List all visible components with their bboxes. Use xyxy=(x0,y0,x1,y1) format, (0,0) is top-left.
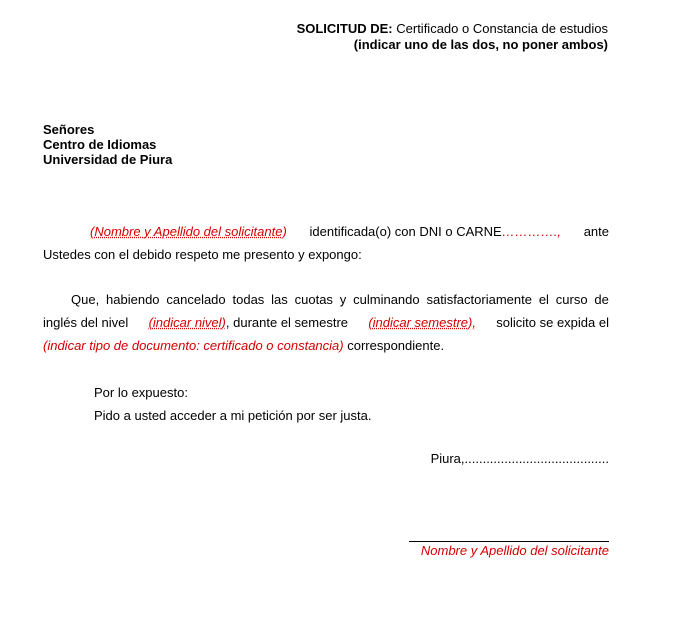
intro-paragraph xyxy=(43,220,609,266)
signature-name-placeholder: Nombre y Apellido del solicitante xyxy=(420,543,609,558)
request-type-label: SOLICITUD DE: xyxy=(296,21,393,36)
request-type-line xyxy=(297,21,608,37)
document-type-placeholder: (indicar tipo de documento: certificado o constancia) xyxy=(43,338,344,353)
signature-block xyxy=(409,541,609,558)
level-placeholder: (indicar nivel) xyxy=(148,315,226,330)
intro-ante: ante xyxy=(583,224,609,239)
request-note: (indicar uno de las dos, no poner ambos) xyxy=(353,37,608,52)
request-header xyxy=(297,21,608,53)
body-line2: inglés del nivel (indicar nivel), durante el semestre (indicar semestre), solicito se expida el xyxy=(43,311,609,334)
applicant-name-placeholder: (Nombre y Apellido del solicitante) xyxy=(90,224,287,239)
request-type-value: Certificado o Constancia de estudios xyxy=(392,21,608,36)
addressee-block xyxy=(43,122,172,167)
place-date-line: Piura,........................................ xyxy=(430,451,609,466)
addressee-line1: Señores xyxy=(43,122,95,137)
addressee-line3: Universidad de Piura xyxy=(43,152,173,167)
signature-line xyxy=(409,541,609,542)
semester-placeholder: (indicar semestre), xyxy=(368,315,476,330)
body-paragraph xyxy=(43,288,609,357)
id-dots: …………., xyxy=(501,224,561,239)
intro-line2: Ustedes con el debido respeto me presento y expongo: xyxy=(43,247,362,262)
closing-line1: Por lo expuesto: xyxy=(94,385,188,400)
body-line1: Que, habiendo cancelado todas las cuotas y culminando satisfactoriamente el curso de xyxy=(71,292,609,307)
closing-block xyxy=(94,381,371,427)
closing-line2: Pido a usted acceder a mi petición por ser justa. xyxy=(94,408,372,423)
body-line3: (indicar tipo de documento: certificado o constancia) correspondiente. xyxy=(43,338,445,353)
addressee-line2: Centro de Idiomas xyxy=(43,137,157,152)
id-text: identificada(o) con DNI o CARNE…………., xyxy=(309,224,561,239)
